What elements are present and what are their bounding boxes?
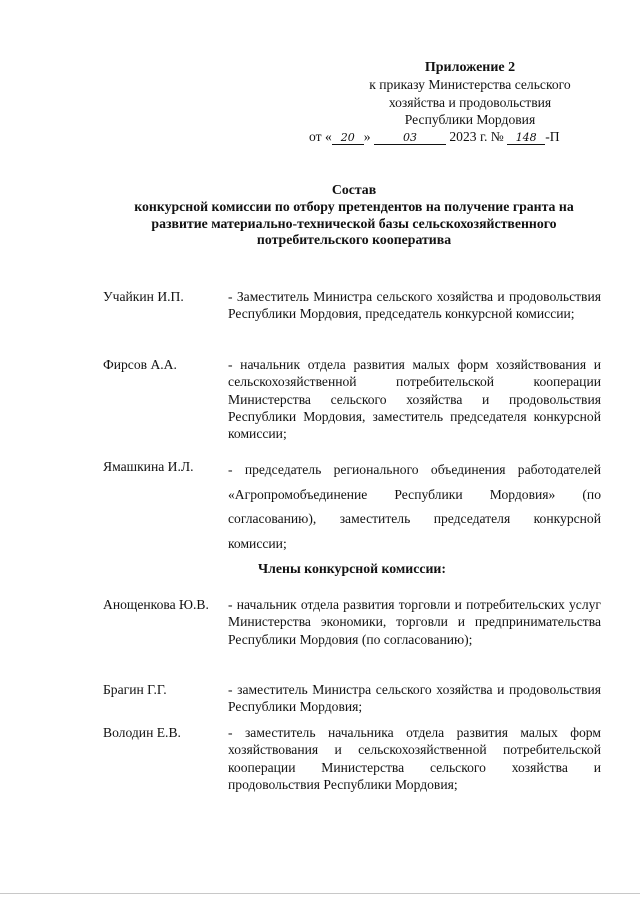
- order-number-value: 148: [515, 131, 537, 145]
- order-year: 2023 г. №: [449, 129, 504, 145]
- entry-description: - Заместитель Министра сельского хозяйства и продовольствия Республики Мордовия, председатель конкурсной комиссии;: [228, 289, 601, 322]
- annex-line-1: к приказу Министерства сельского: [369, 77, 571, 93]
- entry-description: - начальник отдела развития малых форм хозяйствования и сельскохозяйственной потребительской кооперации Министерства сельского хозяйства и продовольствия Республики Мордовия, заместитель председателя конкурсной комиссии;: [228, 357, 601, 442]
- entry-description: - заместитель начальника отдела развития малых форм хозяйствования и сельскохозяйственной потребительской кооперации Министерства сельского хозяйства и продовольствия Республики Мордовия;: [228, 725, 601, 792]
- title-heading: Состав: [331, 182, 377, 197]
- order-number-suffix: -П: [545, 129, 560, 145]
- title-line-2: развитие материально-технической базы сельскохозяйственного: [151, 215, 557, 231]
- title-line-3: потребительского кооператива: [256, 232, 452, 248]
- entry-name: Фирсов А.А.: [103, 357, 177, 372]
- entry-name: Володин Е.В.: [103, 725, 181, 740]
- annex-line-3: Республики Мордовия: [404, 111, 536, 127]
- annex-title: Приложение 2: [424, 60, 516, 75]
- members-heading: Члены конкурсной комиссии:: [258, 561, 446, 576]
- entry-description: - начальник отдела развития торговли и потребительских услуг Министерства экономики, торговли и предпринимательства Республики Мордовия (по согласованию);: [228, 597, 601, 647]
- entry-description: - председатель регионального объединения работодателей «Агропромобъединение Республики Мордовия» (по согласованию), заместитель председателя конкурсной комиссии;: [228, 462, 601, 551]
- entry-description: - заместитель Министра сельского хозяйства и продовольствия Республики Мордовия;: [228, 682, 601, 715]
- date-mid: »: [363, 129, 371, 145]
- document-title: [88, 182, 620, 249]
- entry-name: Ямашкина И.Л.: [103, 459, 194, 474]
- date-prefix: от «: [309, 129, 332, 145]
- order-day-value: 20: [340, 131, 355, 145]
- order-number: [507, 130, 545, 145]
- order-day: [332, 130, 364, 145]
- entry-name: Анощенкова Ю.В.: [103, 597, 209, 612]
- entry-name: Брагин Г.Г.: [103, 682, 167, 697]
- order-month-value: 03: [402, 131, 417, 145]
- annex-line-2: хозяйства и продовольствия: [388, 94, 552, 110]
- annex-header: [300, 59, 640, 145]
- title-line-1: конкурсной комиссии по отбору претендентов на получение гранта на: [134, 198, 574, 214]
- page-bottom-rule: [0, 893, 640, 894]
- entry-name: Учайкин И.П.: [103, 289, 184, 304]
- order-date-line: [291, 128, 631, 145]
- order-month: [374, 130, 446, 145]
